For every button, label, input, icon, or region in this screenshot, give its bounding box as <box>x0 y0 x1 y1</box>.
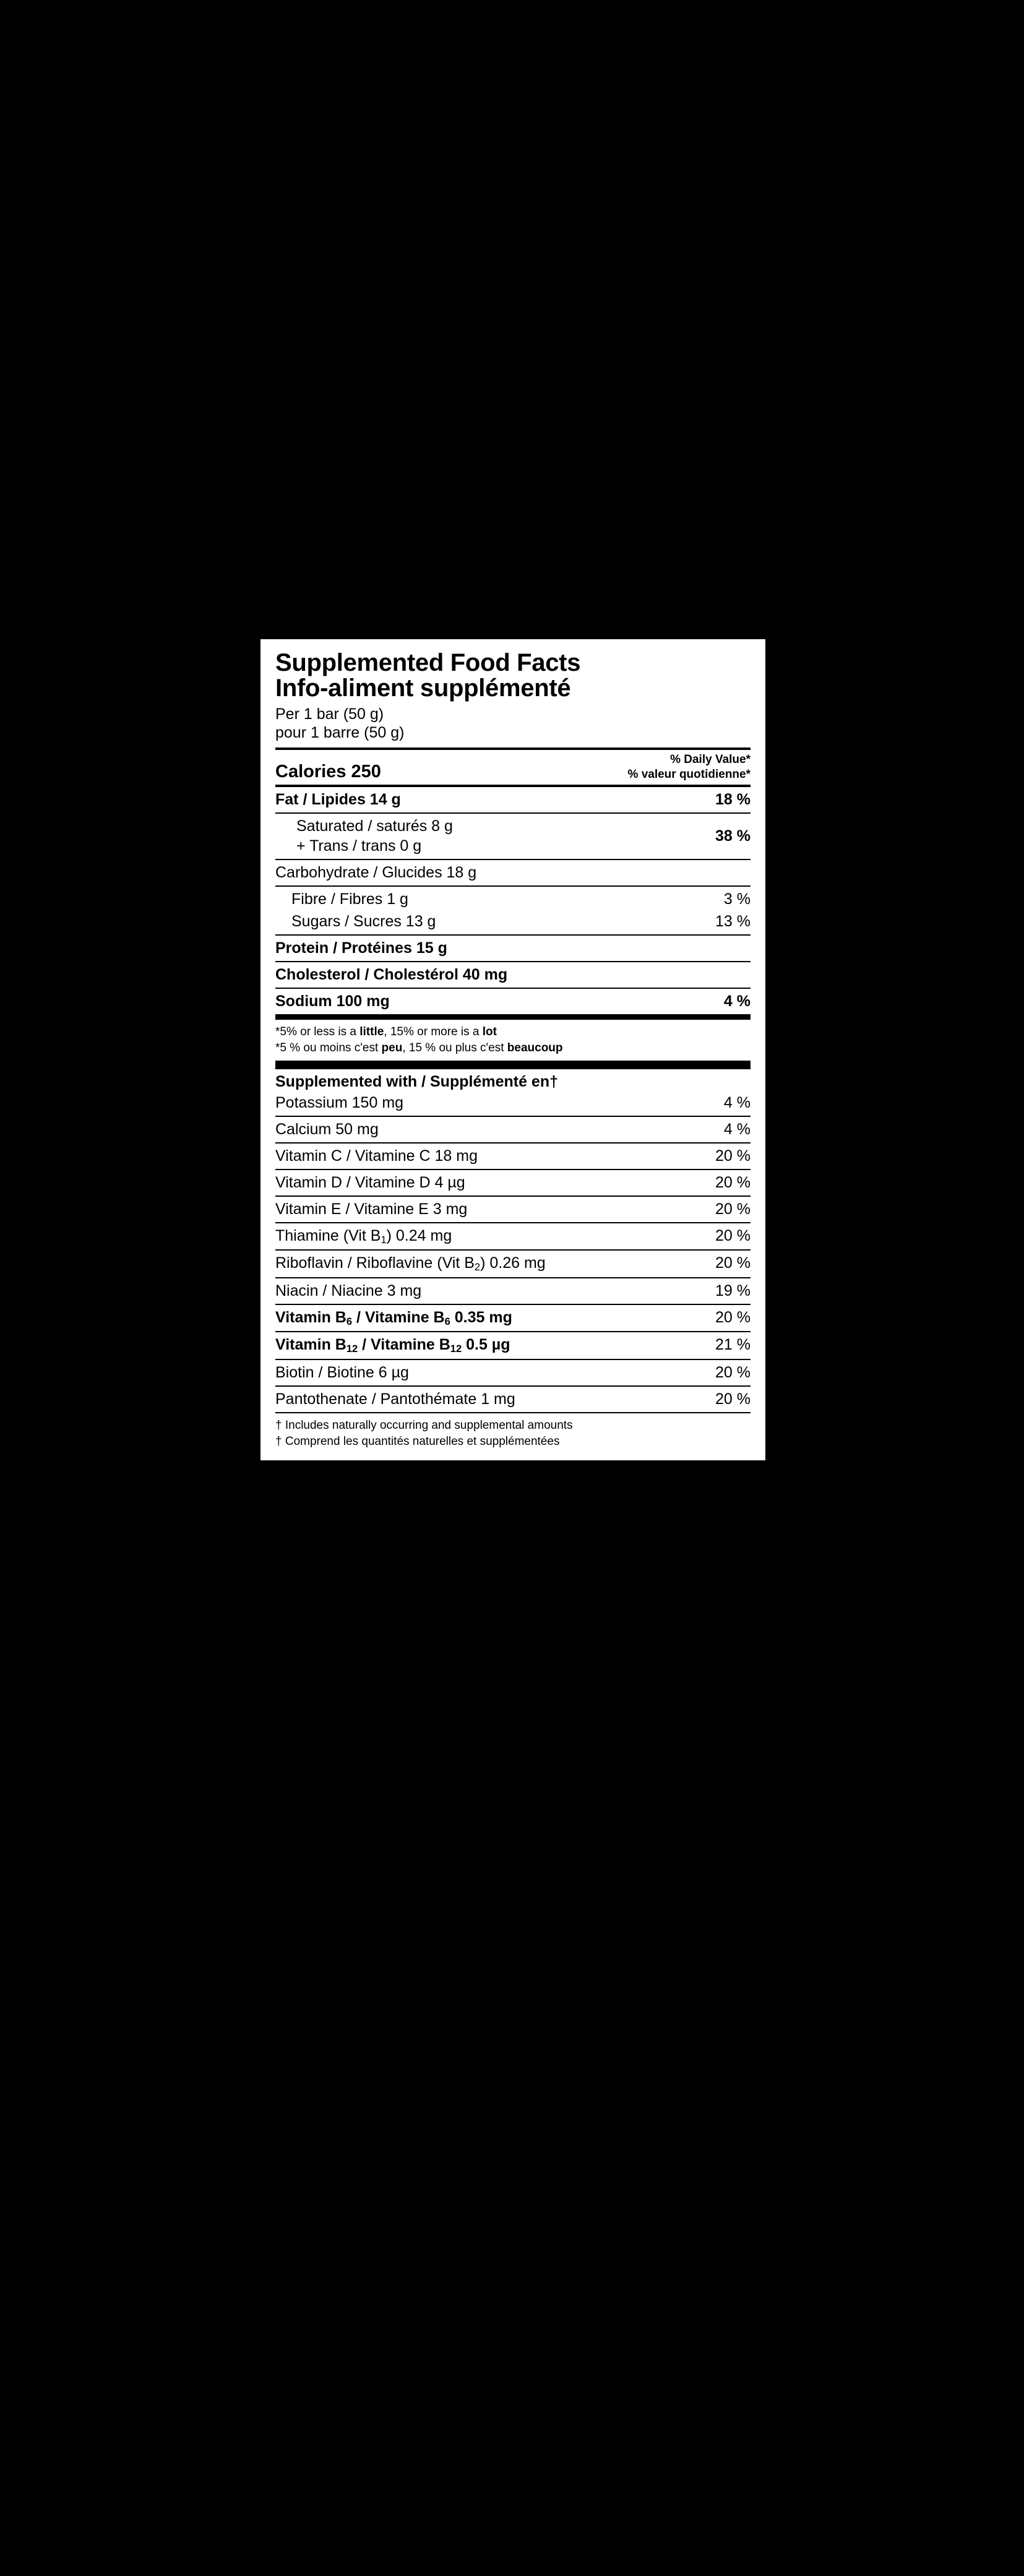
footnote-fr-b: peu <box>381 1041 403 1054</box>
row-fibre-label: Fibre / Fibres 1 g <box>291 890 408 908</box>
row-trans-label: + Trans / trans 0 g <box>296 837 422 855</box>
supplemented-list <box>275 1093 751 1413</box>
row-fibre <box>275 887 751 912</box>
row-fat-dv: 18 % <box>715 791 751 809</box>
supplement-dv: 20 % <box>715 1308 751 1326</box>
daily-value-header-fr: % valeur quotidienne* <box>627 767 751 781</box>
supplement-row-vitamin-c <box>275 1144 751 1169</box>
footnote-fr-c: , 15 % ou plus c'est <box>402 1041 507 1054</box>
supplement-label: Biotin / Biotine 6 µg <box>275 1363 409 1381</box>
footnote-fr-a: *5 % ou moins c'est <box>275 1041 382 1054</box>
footnote-en-b: little <box>359 1025 384 1039</box>
row-saturated-label: Saturated / saturés 8 g <box>296 817 453 835</box>
endnote-en: † Includes naturally occurring and supplemental amounts <box>275 1418 573 1432</box>
supplement-label: Calcium 50 mg <box>275 1120 379 1138</box>
row-protein-label: Protein / Protéines 15 g <box>275 939 447 957</box>
row-saturated-dv: 38 % <box>715 827 751 845</box>
footnote-fr-d: beaucoup <box>507 1041 563 1054</box>
divider-after-sodium <box>275 1014 751 1020</box>
supplement-row-pantothenate <box>275 1387 751 1412</box>
daily-value-header <box>628 752 751 783</box>
supplement-label: Vitamin $B_{12}$ / Vitamine $B_{12}$ 0.5 µg <box>275 1336 510 1355</box>
supplement-row-biotin <box>275 1360 751 1385</box>
row-fat <box>275 787 751 812</box>
supplement-label: Riboflavin / Riboflavine (Vit $B_2$) 0.26 mg <box>275 1254 546 1273</box>
supplemented-food-facts-panel <box>260 639 765 1460</box>
endnote-fr: † Comprend les quantités naturelles et supplémentées <box>275 1435 560 1449</box>
panel-title <box>275 650 751 701</box>
supplement-row-vitamin-e <box>275 1197 751 1222</box>
daily-value-footnote-fr <box>275 1040 751 1056</box>
row-carbohydrate-label: Carbohydrate / Glucides 18 g <box>275 864 477 882</box>
supplement-row-niacin <box>275 1278 751 1304</box>
supplement-dv: 20 % <box>715 1147 751 1165</box>
supplement-row-vitamin-d <box>275 1170 751 1195</box>
row-cholesterol-label: Cholesterol / Cholestérol 40 mg <box>275 966 508 984</box>
divider-before-supplemented <box>275 1061 751 1069</box>
supplement-dv: 21 % <box>715 1336 751 1354</box>
supplement-dv: 20 % <box>715 1254 751 1272</box>
supplement-row-vitamin-b6 <box>275 1305 751 1332</box>
supplement-dv: 20 % <box>715 1390 751 1408</box>
calories-row <box>275 750 751 785</box>
row-protein <box>275 936 751 961</box>
footnote-en-d: lot <box>482 1025 497 1039</box>
daily-value-footnote <box>275 1020 751 1060</box>
row-saturated-trans-labels <box>275 816 453 856</box>
supplemented-with-heading: Supplemented with / Supplémenté en† <box>275 1072 559 1090</box>
row-sugars-dv: 13 % <box>715 913 751 931</box>
supplement-label: Vitamin $B_6$ / Vitamine $B_6$ 0.35 mg <box>275 1308 512 1327</box>
serving-size-en: Per 1 bar (50 g) <box>275 705 384 723</box>
supplement-label: Pantothenate / Pantothémate 1 mg <box>275 1390 515 1408</box>
supplement-dv: 4 % <box>723 1093 751 1111</box>
supplement-row-riboflavin <box>275 1251 751 1277</box>
calories-label: Calories 250 <box>275 762 381 782</box>
supplement-label: Vitamin D / Vitamine D 4 µg <box>275 1173 465 1191</box>
serving-size <box>275 705 751 743</box>
supplement-dv: 20 % <box>715 1173 751 1191</box>
daily-value-footnote-en <box>275 1024 751 1040</box>
panel-title-en: Supplemented Food Facts <box>275 649 581 676</box>
supplement-label: Potassium 150 mg <box>275 1093 404 1111</box>
supplement-row-calcium <box>275 1117 751 1142</box>
supplement-dv: 20 % <box>715 1363 751 1381</box>
row-fat-label: Fat / Lipides 14 g <box>275 791 401 809</box>
row-cholesterol <box>275 962 751 988</box>
supplement-label: Thiamine (Vit $B_1$) 0.24 mg <box>275 1226 452 1246</box>
supplement-row-vitamin-b12 <box>275 1332 751 1359</box>
supplement-dv: 4 % <box>723 1120 751 1138</box>
supplement-label: Vitamin E / Vitamine E 3 mg <box>275 1200 468 1218</box>
footnote-en-a: *5% or less is a <box>275 1025 360 1039</box>
supplement-dv: 19 % <box>715 1282 751 1299</box>
supplement-row-potassium <box>275 1093 751 1116</box>
row-saturated-trans <box>275 814 751 859</box>
supplement-dv: 20 % <box>715 1200 751 1218</box>
panel-title-fr: Info-aliment supplémenté <box>275 674 571 702</box>
row-sodium-dv: 4 % <box>723 993 751 1010</box>
row-sodium <box>275 989 751 1014</box>
supplement-label: Niacin / Niacine 3 mg <box>275 1282 422 1299</box>
row-sugars-label: Sugars / Sucres 13 g <box>291 913 436 931</box>
endnote <box>275 1413 751 1450</box>
supplement-label: Vitamin C / Vitamine C 18 mg <box>275 1147 478 1165</box>
daily-value-header-en: % Daily Value* <box>670 752 751 766</box>
supplement-row-thiamine <box>275 1223 751 1250</box>
footnote-en-c: , 15% or more is a <box>384 1025 483 1039</box>
row-sodium-label: Sodium 100 mg <box>275 993 390 1010</box>
row-fibre-dv: 3 % <box>723 890 751 908</box>
row-carbohydrate <box>275 860 751 885</box>
serving-size-fr: pour 1 barre (50 g) <box>275 724 405 742</box>
supplement-dv: 20 % <box>715 1226 751 1244</box>
row-sugars <box>275 912 751 934</box>
